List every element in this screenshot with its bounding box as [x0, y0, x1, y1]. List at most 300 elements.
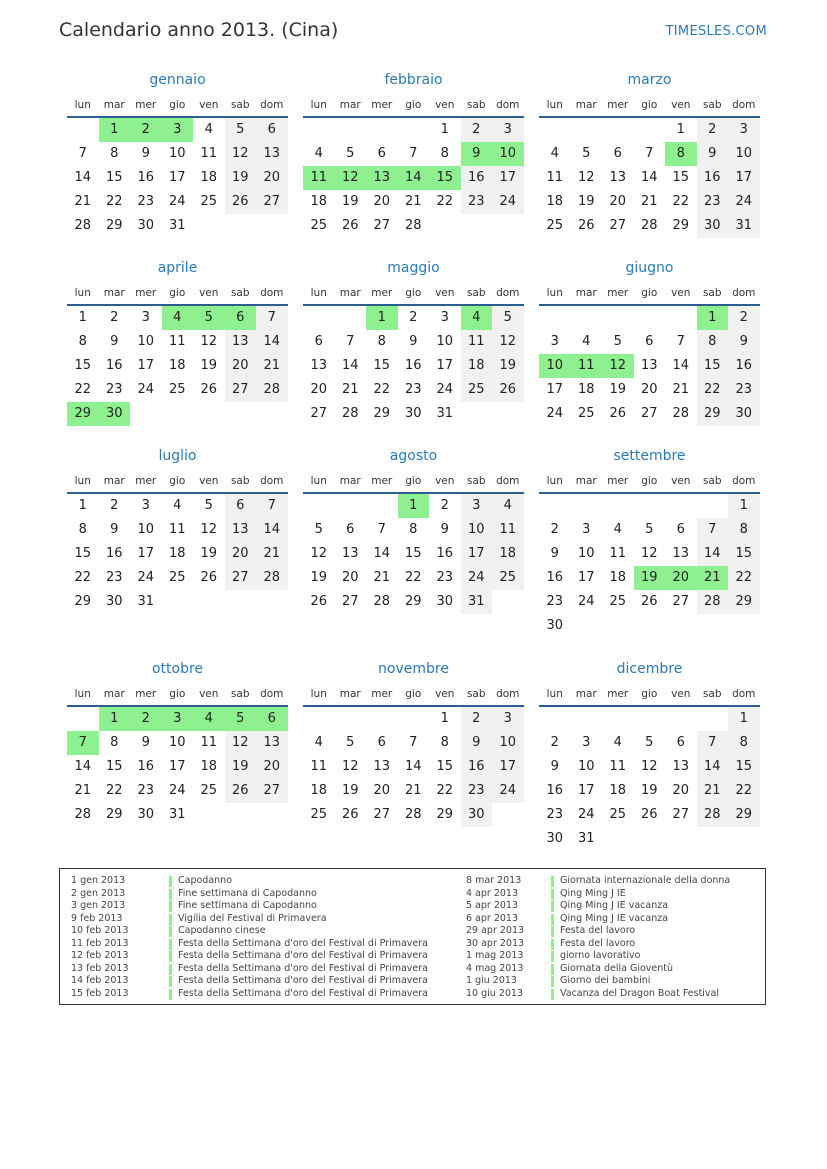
day-cell[interactable]: 18 — [310, 194, 328, 209]
day-cell[interactable]: 1 — [78, 498, 87, 513]
day-cell[interactable]: 3 — [141, 498, 150, 513]
day-cell[interactable]: 5 — [346, 146, 355, 161]
day-cell[interactable]: 17 — [577, 783, 595, 798]
holiday-day-cell[interactable]: 20 — [665, 566, 697, 590]
day-cell[interactable]: 10 — [492, 731, 524, 755]
day-cell[interactable]: 7 — [256, 306, 288, 330]
day-cell[interactable]: 5 — [613, 334, 622, 349]
day-cell[interactable]: 8 — [78, 522, 87, 537]
day-cell[interactable]: 9 — [461, 731, 493, 755]
day-cell[interactable]: 16 — [461, 166, 493, 190]
day-cell[interactable]: 11 — [200, 735, 218, 750]
day-cell[interactable]: 19 — [609, 382, 627, 397]
holiday-day-cell[interactable]: 4 — [461, 306, 493, 330]
day-cell[interactable]: 10 — [728, 142, 760, 166]
day-cell[interactable]: 15 — [74, 358, 92, 373]
day-cell[interactable]: 13 — [672, 759, 690, 774]
day-cell[interactable]: 29 — [672, 218, 690, 233]
day-cell[interactable]: 3 — [550, 334, 559, 349]
day-cell[interactable]: 29 — [74, 594, 92, 609]
day-cell[interactable]: 25 — [168, 382, 186, 397]
day-cell[interactable]: 15 — [105, 170, 123, 185]
day-cell[interactable]: 29 — [373, 406, 391, 421]
day-cell[interactable]: 19 — [310, 570, 328, 585]
day-cell[interactable]: 5 — [645, 735, 654, 750]
day-cell[interactable]: 14 — [640, 170, 658, 185]
day-cell[interactable]: 16 — [728, 354, 760, 378]
day-cell[interactable]: 14 — [74, 170, 92, 185]
holiday-day-cell[interactable]: 30 — [99, 402, 131, 426]
day-cell[interactable]: 24 — [492, 779, 524, 803]
day-cell[interactable]: 23 — [697, 190, 729, 214]
day-cell[interactable]: 21 — [256, 542, 288, 566]
day-cell[interactable]: 8 — [409, 522, 418, 537]
day-cell[interactable]: 8 — [440, 735, 449, 750]
day-cell[interactable]: 22 — [728, 779, 760, 803]
day-cell[interactable]: 19 — [341, 783, 359, 798]
day-cell[interactable]: 4 — [492, 494, 524, 518]
day-cell[interactable]: 14 — [256, 518, 288, 542]
day-cell[interactable]: 22 — [672, 194, 690, 209]
day-cell[interactable]: 20 — [310, 382, 328, 397]
day-cell[interactable]: 28 — [256, 566, 288, 590]
day-cell[interactable]: 23 — [105, 382, 123, 397]
day-cell[interactable]: 27 — [373, 218, 391, 233]
day-cell[interactable]: 27 — [373, 807, 391, 822]
day-cell[interactable]: 28 — [697, 803, 729, 827]
holiday-day-cell[interactable]: 11 — [571, 354, 603, 378]
day-cell[interactable]: 24 — [728, 190, 760, 214]
day-cell[interactable]: 3 — [582, 522, 591, 537]
day-cell[interactable]: 8 — [697, 330, 729, 354]
day-cell[interactable]: 20 — [341, 570, 359, 585]
day-cell[interactable]: 2 — [110, 310, 119, 325]
day-cell[interactable]: 25 — [200, 783, 218, 798]
day-cell[interactable]: 5 — [582, 146, 591, 161]
day-cell[interactable]: 24 — [461, 566, 493, 590]
day-cell[interactable]: 11 — [168, 334, 186, 349]
day-cell[interactable]: 12 — [492, 330, 524, 354]
day-cell[interactable]: 12 — [200, 334, 218, 349]
day-cell[interactable]: 21 — [373, 570, 391, 585]
day-cell[interactable]: 19 — [492, 354, 524, 378]
day-cell[interactable]: 9 — [440, 522, 449, 537]
day-cell[interactable]: 14 — [404, 759, 422, 774]
day-cell[interactable]: 22 — [105, 783, 123, 798]
holiday-day-cell[interactable]: 10 — [539, 354, 571, 378]
day-cell[interactable]: 13 — [640, 358, 658, 373]
day-cell[interactable]: 26 — [341, 807, 359, 822]
day-cell[interactable]: 28 — [404, 218, 422, 233]
day-cell[interactable]: 7 — [78, 146, 87, 161]
day-cell[interactable]: 24 — [168, 194, 186, 209]
day-cell[interactable]: 6 — [225, 494, 257, 518]
day-cell[interactable]: 22 — [404, 570, 422, 585]
day-cell[interactable]: 30 — [728, 402, 760, 426]
day-cell[interactable]: 1 — [676, 122, 685, 137]
day-cell[interactable]: 3 — [461, 494, 493, 518]
day-cell[interactable]: 15 — [74, 546, 92, 561]
day-cell[interactable]: 18 — [461, 354, 493, 378]
day-cell[interactable]: 20 — [609, 194, 627, 209]
holiday-day-cell[interactable]: 1 — [697, 306, 729, 330]
holiday-day-cell[interactable]: 1 — [99, 118, 131, 142]
day-cell[interactable]: 2 — [550, 522, 559, 537]
day-cell[interactable]: 16 — [697, 166, 729, 190]
day-cell[interactable]: 31 — [577, 831, 595, 846]
day-cell[interactable]: 26 — [225, 190, 257, 214]
day-cell[interactable]: 18 — [492, 542, 524, 566]
day-cell[interactable]: 18 — [546, 194, 564, 209]
day-cell[interactable]: 1 — [728, 707, 760, 731]
day-cell[interactable]: 4 — [613, 735, 622, 750]
day-cell[interactable]: 7 — [409, 146, 418, 161]
holiday-day-cell[interactable]: 5 — [193, 306, 225, 330]
day-cell[interactable]: 1 — [440, 711, 449, 726]
day-cell[interactable]: 28 — [256, 378, 288, 402]
day-cell[interactable]: 30 — [461, 803, 493, 827]
day-cell[interactable]: 7 — [697, 518, 729, 542]
day-cell[interactable]: 6 — [256, 118, 288, 142]
day-cell[interactable]: 25 — [461, 378, 493, 402]
day-cell[interactable]: 5 — [225, 118, 257, 142]
day-cell[interactable]: 22 — [697, 378, 729, 402]
day-cell[interactable]: 24 — [137, 382, 155, 397]
holiday-day-cell[interactable]: 9 — [461, 142, 493, 166]
day-cell[interactable]: 8 — [110, 735, 119, 750]
day-cell[interactable]: 19 — [341, 194, 359, 209]
day-cell[interactable]: 10 — [577, 759, 595, 774]
day-cell[interactable]: 8 — [440, 146, 449, 161]
day-cell[interactable]: 8 — [78, 334, 87, 349]
day-cell[interactable]: 25 — [577, 406, 595, 421]
day-cell[interactable]: 7 — [409, 735, 418, 750]
day-cell[interactable]: 16 — [105, 358, 123, 373]
day-cell[interactable]: 24 — [137, 570, 155, 585]
day-cell[interactable]: 8 — [110, 146, 119, 161]
day-cell[interactable]: 13 — [609, 170, 627, 185]
holiday-day-cell[interactable]: 11 — [303, 166, 335, 190]
day-cell[interactable]: 20 — [672, 783, 690, 798]
day-cell[interactable]: 24 — [546, 406, 564, 421]
day-cell[interactable]: 7 — [645, 146, 654, 161]
day-cell[interactable]: 10 — [168, 146, 186, 161]
day-cell[interactable]: 20 — [373, 783, 391, 798]
day-cell[interactable]: 13 — [225, 330, 257, 354]
day-cell[interactable]: 19 — [225, 166, 257, 190]
day-cell[interactable]: 17 — [137, 546, 155, 561]
day-cell[interactable]: 10 — [137, 334, 155, 349]
day-cell[interactable]: 16 — [546, 570, 564, 585]
day-cell[interactable]: 21 — [74, 783, 92, 798]
day-cell[interactable]: 11 — [546, 170, 564, 185]
day-cell[interactable]: 18 — [168, 546, 186, 561]
day-cell[interactable]: 17 — [546, 382, 564, 397]
holiday-day-cell[interactable]: 14 — [398, 166, 430, 190]
day-cell[interactable]: 2 — [461, 707, 493, 731]
day-cell[interactable]: 9 — [141, 735, 150, 750]
day-cell[interactable]: 6 — [377, 146, 386, 161]
day-cell[interactable]: 25 — [609, 594, 627, 609]
day-cell[interactable]: 25 — [492, 566, 524, 590]
day-cell[interactable]: 5 — [645, 522, 654, 537]
day-cell[interactable]: 6 — [676, 735, 685, 750]
day-cell[interactable]: 11 — [609, 546, 627, 561]
holiday-day-cell[interactable]: 4 — [162, 306, 194, 330]
day-cell[interactable]: 18 — [168, 358, 186, 373]
day-cell[interactable]: 6 — [645, 334, 654, 349]
day-cell[interactable]: 3 — [492, 118, 524, 142]
holiday-day-cell[interactable]: 3 — [162, 707, 194, 731]
day-cell[interactable]: 9 — [550, 759, 559, 774]
day-cell[interactable]: 26 — [341, 218, 359, 233]
day-cell[interactable]: 7 — [256, 494, 288, 518]
day-cell[interactable]: 5 — [314, 522, 323, 537]
day-cell[interactable]: 21 — [74, 194, 92, 209]
day-cell[interactable]: 26 — [609, 406, 627, 421]
day-cell[interactable]: 23 — [461, 190, 493, 214]
day-cell[interactable]: 24 — [492, 190, 524, 214]
day-cell[interactable]: 20 — [256, 166, 288, 190]
day-cell[interactable]: 7 — [697, 731, 729, 755]
day-cell[interactable]: 8 — [377, 334, 386, 349]
day-cell[interactable]: 27 — [225, 566, 257, 590]
day-cell[interactable]: 2 — [550, 735, 559, 750]
holiday-day-cell[interactable]: 3 — [162, 118, 194, 142]
day-cell[interactable]: 12 — [200, 522, 218, 537]
day-cell[interactable]: 29 — [436, 807, 454, 822]
day-cell[interactable]: 28 — [74, 218, 92, 233]
day-cell[interactable]: 1 — [728, 494, 760, 518]
day-cell[interactable]: 18 — [609, 783, 627, 798]
day-cell[interactable]: 23 — [137, 783, 155, 798]
day-cell[interactable]: 26 — [310, 594, 328, 609]
holiday-day-cell[interactable]: 2 — [130, 118, 162, 142]
day-cell[interactable]: 23 — [546, 807, 564, 822]
day-cell[interactable]: 12 — [640, 759, 658, 774]
day-cell[interactable]: 20 — [256, 755, 288, 779]
day-cell[interactable]: 29 — [105, 218, 123, 233]
day-cell[interactable]: 14 — [373, 546, 391, 561]
day-cell[interactable]: 13 — [225, 518, 257, 542]
day-cell[interactable]: 9 — [550, 546, 559, 561]
day-cell[interactable]: 21 — [672, 382, 690, 397]
day-cell[interactable]: 3 — [492, 707, 524, 731]
day-cell[interactable]: 16 — [436, 546, 454, 561]
day-cell[interactable]: 9 — [141, 146, 150, 161]
day-cell[interactable]: 30 — [546, 618, 564, 633]
day-cell[interactable]: 4 — [204, 122, 213, 137]
day-cell[interactable]: 28 — [341, 406, 359, 421]
day-cell[interactable]: 11 — [310, 759, 328, 774]
day-cell[interactable]: 16 — [105, 546, 123, 561]
day-cell[interactable]: 15 — [436, 759, 454, 774]
holiday-day-cell[interactable]: 2 — [130, 707, 162, 731]
day-cell[interactable]: 17 — [728, 166, 760, 190]
day-cell[interactable]: 14 — [341, 358, 359, 373]
day-cell[interactable]: 26 — [640, 807, 658, 822]
day-cell[interactable]: 5 — [204, 498, 213, 513]
day-cell[interactable]: 3 — [728, 118, 760, 142]
day-cell[interactable]: 27 — [256, 190, 288, 214]
day-cell[interactable]: 24 — [577, 807, 595, 822]
holiday-day-cell[interactable]: 4 — [193, 707, 225, 731]
day-cell[interactable]: 30 — [697, 214, 729, 238]
day-cell[interactable]: 18 — [200, 759, 218, 774]
day-cell[interactable]: 30 — [137, 807, 155, 822]
day-cell[interactable]: 18 — [310, 783, 328, 798]
day-cell[interactable]: 12 — [225, 731, 257, 755]
day-cell[interactable]: 16 — [137, 170, 155, 185]
day-cell[interactable]: 16 — [137, 759, 155, 774]
day-cell[interactable]: 13 — [256, 731, 288, 755]
day-cell[interactable]: 26 — [200, 382, 218, 397]
day-cell[interactable]: 9 — [110, 334, 119, 349]
day-cell[interactable]: 27 — [672, 807, 690, 822]
day-cell[interactable]: 23 — [137, 194, 155, 209]
day-cell[interactable]: 29 — [105, 807, 123, 822]
day-cell[interactable]: 23 — [404, 382, 422, 397]
holiday-day-cell[interactable]: 6 — [256, 707, 288, 731]
day-cell[interactable]: 15 — [105, 759, 123, 774]
day-cell[interactable]: 9 — [110, 522, 119, 537]
day-cell[interactable]: 28 — [74, 807, 92, 822]
day-cell[interactable]: 22 — [436, 194, 454, 209]
day-cell[interactable]: 9 — [409, 334, 418, 349]
day-cell[interactable]: 17 — [577, 570, 595, 585]
day-cell[interactable]: 23 — [728, 378, 760, 402]
day-cell[interactable]: 14 — [256, 330, 288, 354]
day-cell[interactable]: 24 — [168, 783, 186, 798]
day-cell[interactable]: 11 — [168, 522, 186, 537]
day-cell[interactable]: 19 — [640, 783, 658, 798]
day-cell[interactable]: 5 — [346, 735, 355, 750]
day-cell[interactable]: 9 — [728, 330, 760, 354]
day-cell[interactable]: 31 — [168, 218, 186, 233]
day-cell[interactable]: 10 — [168, 735, 186, 750]
day-cell[interactable]: 17 — [137, 358, 155, 373]
day-cell[interactable]: 21 — [404, 194, 422, 209]
holiday-day-cell[interactable]: 1 — [398, 494, 430, 518]
holiday-day-cell[interactable]: 15 — [429, 166, 461, 190]
day-cell[interactable]: 15 — [697, 354, 729, 378]
day-cell[interactable]: 6 — [676, 522, 685, 537]
day-cell[interactable]: 19 — [577, 194, 595, 209]
day-cell[interactable]: 8 — [728, 731, 760, 755]
day-cell[interactable]: 11 — [492, 518, 524, 542]
day-cell[interactable]: 13 — [672, 546, 690, 561]
day-cell[interactable]: 22 — [74, 570, 92, 585]
day-cell[interactable]: 12 — [310, 546, 328, 561]
day-cell[interactable]: 13 — [256, 142, 288, 166]
holiday-day-cell[interactable]: 6 — [225, 306, 257, 330]
day-cell[interactable]: 25 — [200, 194, 218, 209]
day-cell[interactable]: 6 — [314, 334, 323, 349]
day-cell[interactable]: 26 — [492, 378, 524, 402]
day-cell[interactable]: 22 — [728, 566, 760, 590]
day-cell[interactable]: 27 — [672, 594, 690, 609]
day-cell[interactable]: 3 — [582, 735, 591, 750]
holiday-day-cell[interactable]: 1 — [366, 306, 398, 330]
day-cell[interactable]: 25 — [310, 218, 328, 233]
day-cell[interactable]: 29 — [404, 594, 422, 609]
day-cell[interactable]: 15 — [728, 542, 760, 566]
day-cell[interactable]: 27 — [310, 406, 328, 421]
day-cell[interactable]: 15 — [728, 755, 760, 779]
day-cell[interactable]: 10 — [137, 522, 155, 537]
day-cell[interactable]: 31 — [168, 807, 186, 822]
holiday-day-cell[interactable]: 10 — [492, 142, 524, 166]
day-cell[interactable]: 1 — [78, 310, 87, 325]
day-cell[interactable]: 2 — [728, 306, 760, 330]
day-cell[interactable]: 6 — [613, 146, 622, 161]
day-cell[interactable]: 17 — [168, 170, 186, 185]
day-cell[interactable]: 30 — [436, 594, 454, 609]
day-cell[interactable]: 15 — [373, 358, 391, 373]
day-cell[interactable]: 1 — [440, 122, 449, 137]
holiday-day-cell[interactable]: 1 — [99, 707, 131, 731]
day-cell[interactable]: 5 — [492, 306, 524, 330]
day-cell[interactable]: 23 — [436, 570, 454, 585]
day-cell[interactable]: 26 — [577, 218, 595, 233]
day-cell[interactable]: 19 — [200, 546, 218, 561]
day-cell[interactable]: 27 — [609, 218, 627, 233]
day-cell[interactable]: 17 — [492, 166, 524, 190]
day-cell[interactable]: 30 — [546, 831, 564, 846]
day-cell[interactable]: 4 — [173, 498, 182, 513]
day-cell[interactable]: 27 — [341, 594, 359, 609]
day-cell[interactable]: 21 — [640, 194, 658, 209]
day-cell[interactable]: 2 — [110, 498, 119, 513]
day-cell[interactable]: 4 — [314, 735, 323, 750]
day-cell[interactable]: 29 — [728, 803, 760, 827]
holiday-day-cell[interactable]: 19 — [634, 566, 666, 590]
day-cell[interactable]: 10 — [577, 546, 595, 561]
day-cell[interactable]: 26 — [200, 570, 218, 585]
day-cell[interactable]: 7 — [346, 334, 355, 349]
day-cell[interactable]: 13 — [310, 358, 328, 373]
day-cell[interactable]: 6 — [377, 735, 386, 750]
day-cell[interactable]: 30 — [404, 406, 422, 421]
holiday-day-cell[interactable]: 8 — [665, 142, 697, 166]
day-cell[interactable]: 9 — [697, 142, 729, 166]
day-cell[interactable]: 17 — [436, 358, 454, 373]
holiday-day-cell[interactable]: 12 — [602, 354, 634, 378]
day-cell[interactable]: 15 — [672, 170, 690, 185]
day-cell[interactable]: 22 — [436, 783, 454, 798]
day-cell[interactable]: 4 — [550, 146, 559, 161]
day-cell[interactable]: 6 — [346, 522, 355, 537]
day-cell[interactable]: 19 — [200, 358, 218, 373]
day-cell[interactable]: 25 — [546, 218, 564, 233]
day-cell[interactable]: 22 — [105, 194, 123, 209]
day-cell[interactable]: 23 — [105, 570, 123, 585]
day-cell[interactable]: 26 — [225, 779, 257, 803]
day-cell[interactable]: 27 — [640, 406, 658, 421]
day-cell[interactable]: 17 — [168, 759, 186, 774]
day-cell[interactable]: 2 — [440, 498, 449, 513]
day-cell[interactable]: 3 — [440, 310, 449, 325]
day-cell[interactable]: 31 — [436, 406, 454, 421]
day-cell[interactable]: 30 — [105, 594, 123, 609]
day-cell[interactable]: 14 — [74, 759, 92, 774]
day-cell[interactable]: 21 — [341, 382, 359, 397]
day-cell[interactable]: 4 — [582, 334, 591, 349]
day-cell[interactable]: 20 — [225, 542, 257, 566]
day-cell[interactable]: 13 — [373, 759, 391, 774]
day-cell[interactable]: 25 — [609, 807, 627, 822]
day-cell[interactable]: 12 — [640, 546, 658, 561]
